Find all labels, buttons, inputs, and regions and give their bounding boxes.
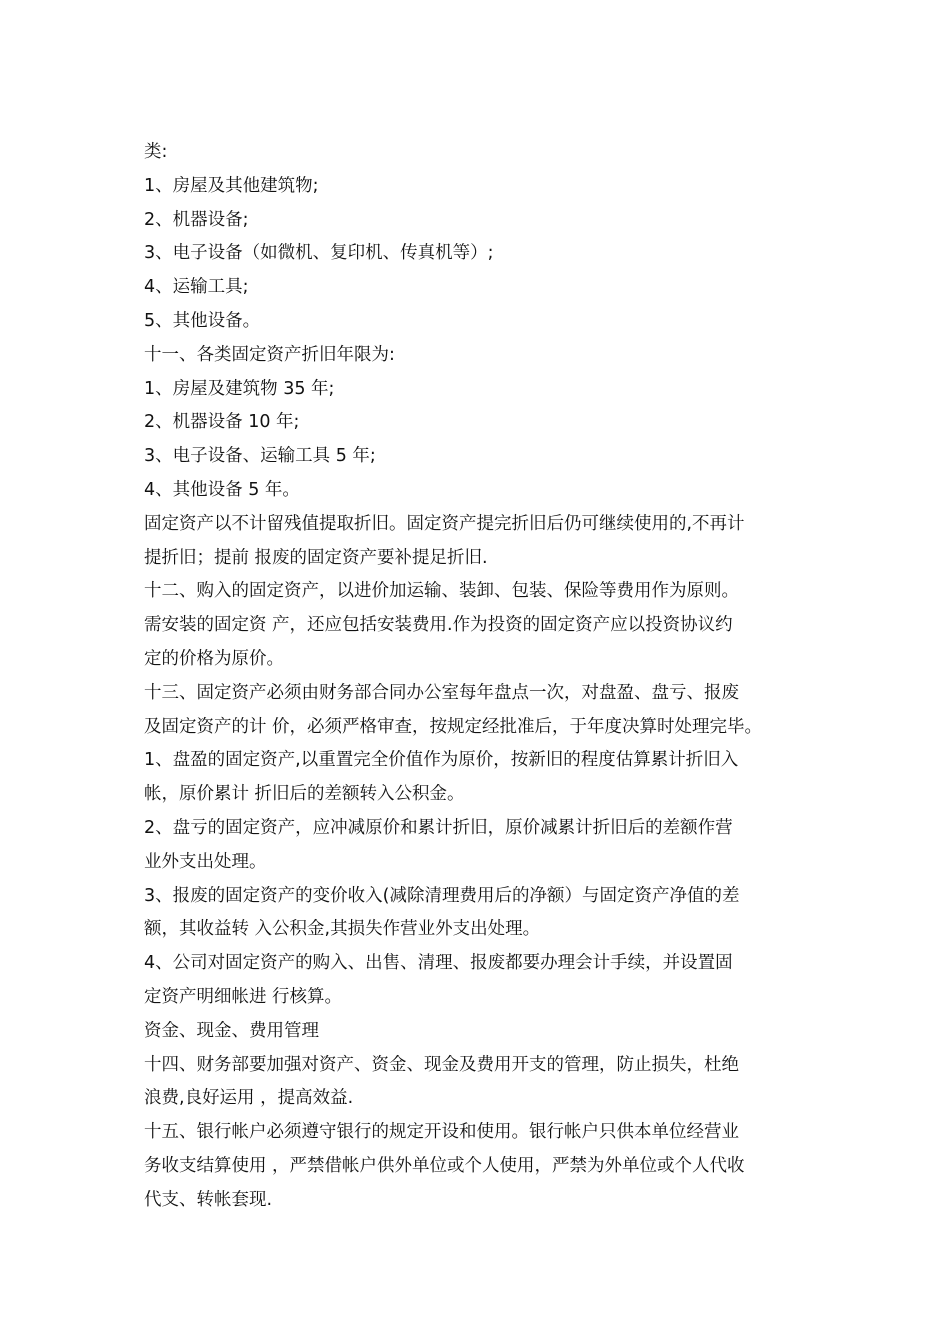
text-line: 业外支出处理。 [144, 851, 267, 872]
text-line: 固定资产以不计留残值提取折旧。固定资产提完折旧后仍可继续使用的,不再计 [144, 513, 745, 534]
text-line: 十三、固定资产必须由财务部合同办公室每年盘点一次，对盘盈、盘亏、报废 [144, 682, 739, 703]
text-line: 十一、各类固定资产折旧年限为: [144, 344, 395, 365]
text-line: 2、盘亏的固定资产，应冲减原价和累计折旧，原价减累计折旧后的差额作营 [144, 817, 733, 838]
document-body [144, 136, 812, 1218]
text-line: 定资产明细帐进 行核算。 [144, 986, 343, 1007]
text-line: 3、电子设备（如微机、复印机、传真机等）; [144, 243, 494, 264]
text-line: 4、其他设备 5 年。 [144, 479, 300, 500]
text-line: 提折旧；提前 报废的固定资产要补提足折旧. [144, 547, 488, 568]
text-line: 4、运输工具; [144, 277, 249, 298]
text-line: 2、机器设备 10 年; [144, 412, 300, 433]
text-line: 务收支结算使用 ，严禁借帐户供外单位或个人使用，严禁为外单位或个人代收 [144, 1155, 745, 1176]
text-line: 定的价格为原价。 [144, 648, 284, 669]
text-line: 类: [144, 142, 168, 162]
section-heading: 资金、现金、费用管理 [144, 1020, 319, 1041]
text-line: 4、公司对固定资产的购入、出售、清理、报废都要办理会计手续，并设置固 [144, 953, 733, 974]
text-line: 3、电子设备、运输工具 5 年; [144, 446, 376, 467]
text-line: 浪费,良好运用 ，提高效益. [144, 1088, 354, 1109]
text-line: 十五、银行帐户必须遵守银行的规定开设和使用。银行帐户只供本单位经营业 [144, 1122, 739, 1143]
text-line: 十四、财务部要加强对资产、资金、现金及费用开支的管理，防止损失，杜绝 [144, 1054, 739, 1075]
text-line: 及固定资产的计 价，必须严格审查，按规定经批准后，于年度决算时处理完毕。 [144, 716, 763, 737]
text-line: 2、机器设备; [144, 209, 249, 230]
text-line: 3、报废的固定资产的变价收入(减除清理费用后的净额）与固定资产净值的差 [144, 885, 740, 906]
text-line: 1、房屋及其他建筑物; [144, 175, 319, 196]
text-line: 额，其收益转 入公积金,其损失作营业外支出处理。 [144, 919, 541, 940]
text-line: 1、盘盈的固定资产,以重置完全价值作为原价，按新旧的程度估算累计折旧入 [144, 750, 739, 771]
text-line: 代支、转帐套现. [144, 1189, 273, 1210]
text-line: 需安装的固定资 产，还应包括安装费用.作为投资的固定资产应以投资协议约 [144, 615, 733, 636]
text-line: 5、其他设备。 [144, 310, 261, 331]
text-line: 1、房屋及建筑物 35 年; [144, 378, 335, 399]
text-line: 帐，原价累计 折旧后的差额转入公积金。 [144, 784, 465, 805]
text-line: 十二、购入的固定资产，以进价加运输、装卸、包装、保险等费用作为原则。 [144, 581, 739, 602]
